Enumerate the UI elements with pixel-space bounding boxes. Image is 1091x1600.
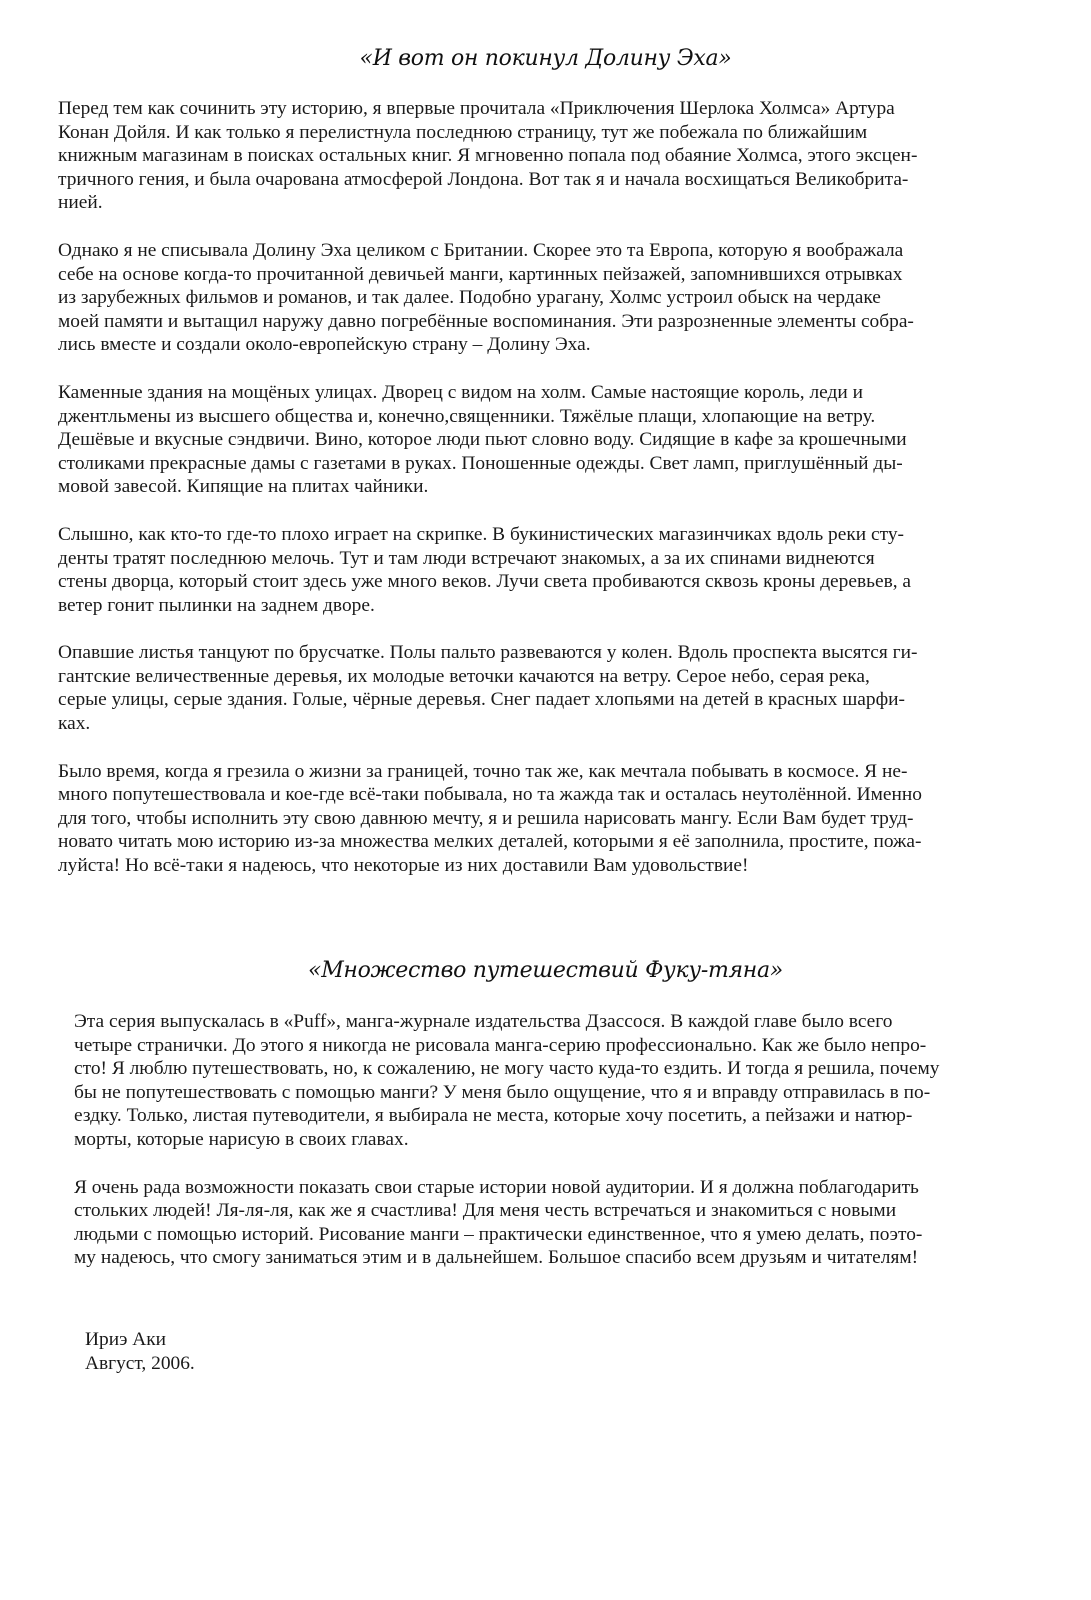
author-name: Ириэ Аки: [85, 1329, 167, 1350]
text-line: ветер гонит пылинки на заднем дворе.: [58, 594, 375, 616]
text-line: луйста! Но всё-таки я надеюсь, что некоторые из них доставили Вам удовольствие!: [58, 855, 749, 877]
text-line: Слышно, как кто-то где-то плохо играет на скрипке. В букинистических магазинчиках вдоль реки сту-: [58, 523, 904, 545]
paragraph: [58, 381, 1033, 499]
text-line: гантские величественные деревья, их молодые веточки качаются на ветру. Серое небо, серая река,: [58, 665, 870, 687]
paragraph: [74, 1176, 1036, 1270]
text-line: джентльмены из высшего общества и, конечно,священники. Тяжёлые плащи, хлопающие на ветру.: [58, 405, 876, 427]
text-line: для того, чтобы исполнить эту свою давнюю мечту, я и решила нарисовать мангу. Если Вам будет труд-: [58, 807, 914, 829]
text-line: денты тратят последнюю мелочь. Тут и там люди встречают знакомых, а за их спинами виднеются: [58, 547, 875, 569]
text-line: стольких людей! Ля-ля-ля, как же я счастлива! Для меня честь встречаться и знакомиться с новыми: [74, 1200, 897, 1222]
paragraph: [58, 760, 1033, 878]
text-line: людьми с помощью историй. Рисование манги – практически единственное, что я умею делать, поэто-: [74, 1223, 923, 1245]
text-line: книжным магазинам в поисках остальных книг. Я мгновенно попала под обаяние Холмса, этого эксцен-: [58, 145, 918, 167]
section-fuku-chan: [74, 1010, 1036, 1294]
text-line: столиками прекрасные дамы с газетами в руках. Поношенные одежды. Свет ламп, приглушённый ды-: [58, 452, 903, 474]
text-line: себе на основе когда-то прочитанной девичьей манги, картинных пейзажей, запомнившихся отрывках: [58, 263, 903, 285]
section-echo-valley: [58, 97, 1033, 902]
section-title-echo-valley: «И вот он покинул Долину Эха»: [359, 46, 732, 71]
text-line: Перед тем как сочинить эту историю, я впервые прочитала «Приключения Шерлока Холмса» Артура: [58, 98, 895, 119]
text-line: новато читать мою историю из-за множества мелких деталей, которыми я её заполнила, простите, пожа-: [58, 831, 922, 853]
paragraph: [58, 239, 1033, 357]
text-line: Дешёвые и вкусные сэндвичи. Вино, которое люди пьют словно воду. Сидящие в кафе за крошечными: [58, 429, 907, 451]
text-line: серые улицы, серые здания. Голые, чёрные деревья. Снег падает хлопьями на детей в красных шарфи-: [58, 689, 905, 711]
text-line: му надеюсь, что смогу заниматься этим и в дальнейшем. Большое спасибо всем друзьям и читателям!: [74, 1247, 919, 1269]
text-line: Я очень рада возможности показать свои старые истории новой аудитории. И я должна поблагодарить: [74, 1176, 919, 1198]
paragraph: [58, 641, 1033, 735]
text-line: четыре странички. До этого я никогда не рисовала манга-серию профессионально. Как же было непро-: [74, 1034, 927, 1056]
section-title-fuku-chan: «Множество путешествий Фуку-тяна»: [308, 958, 783, 983]
paragraph: [74, 1010, 1036, 1152]
text-line: Конан Дойля. И как только я перелистнула последнюю страницу, тут же побежала по ближайшим: [58, 121, 868, 143]
text-line: лись вместе и создали около-европейскую страну – Долину Эха.: [58, 334, 591, 356]
paragraph: [58, 523, 1033, 617]
text-line: много попутешествовала и кое-где всё-таки побывала, но та жажда так и осталась неутолённой. Именно: [58, 784, 922, 806]
text-line: ках.: [58, 713, 91, 735]
signature: [85, 1328, 195, 1376]
text-line: Было время, когда я грезила о жизни за границей, точно так же, как мечтала побывать в космосе. Я не-: [58, 760, 908, 782]
signature-date: Август, 2006.: [85, 1353, 195, 1374]
text-line: тричного гения, и была очарована атмосферой Лондона. Вот так я и начала восхищаться Великобрита-: [58, 168, 909, 190]
text-line: ездку. Только, листая путеводители, я выбирала не места, которые хочу посетить, а пейзажи и натюр-: [74, 1105, 913, 1127]
text-line: Каменные здания на мощёных улицах. Дворец с видом на холм. Самые настоящие король, леди и: [58, 381, 863, 403]
text-line: Опавшие листья танцуют по брусчатке. Полы пальто развеваются у колен. Вдоль проспекта высятся ги-: [58, 642, 918, 664]
text-line: Однако я не списывала Долину Эха целиком с Британии. Скорее это та Европа, которую я воображала: [58, 239, 904, 261]
text-line: бы не попутешествовать с помощью манги? У меня было ощущение, что я и вправду отправилась в по-: [74, 1081, 931, 1103]
text-line: сто! Я люблю путешествовать, но, к сожалению, не могу часто куда-то ездить. И тогда я решила, почему: [74, 1058, 940, 1080]
text-line: стены дворца, который стоит здесь уже много веков. Лучи света пробиваются сквозь кроны деревьев, а: [58, 571, 912, 593]
text-line: нией.: [58, 192, 103, 214]
text-line: Эта серия выпускалась в «Puff», манга-журнале издательства Дзассося. В каждой главе было всего: [74, 1011, 893, 1032]
paragraph: [58, 97, 1033, 215]
text-line: моей памяти и вытащил наружу давно погребённые воспоминания. Эти разрозненные элементы собра-: [58, 310, 914, 332]
text-line: из зарубежных фильмов и романов, и так далее. Подобно урагану, Холмс устроил обыск на чердаке: [58, 287, 881, 309]
text-line: морты, которые нарисую в своих главах.: [74, 1128, 409, 1150]
text-line: мовой завесой. Кипящие на плитах чайники.: [58, 476, 429, 498]
